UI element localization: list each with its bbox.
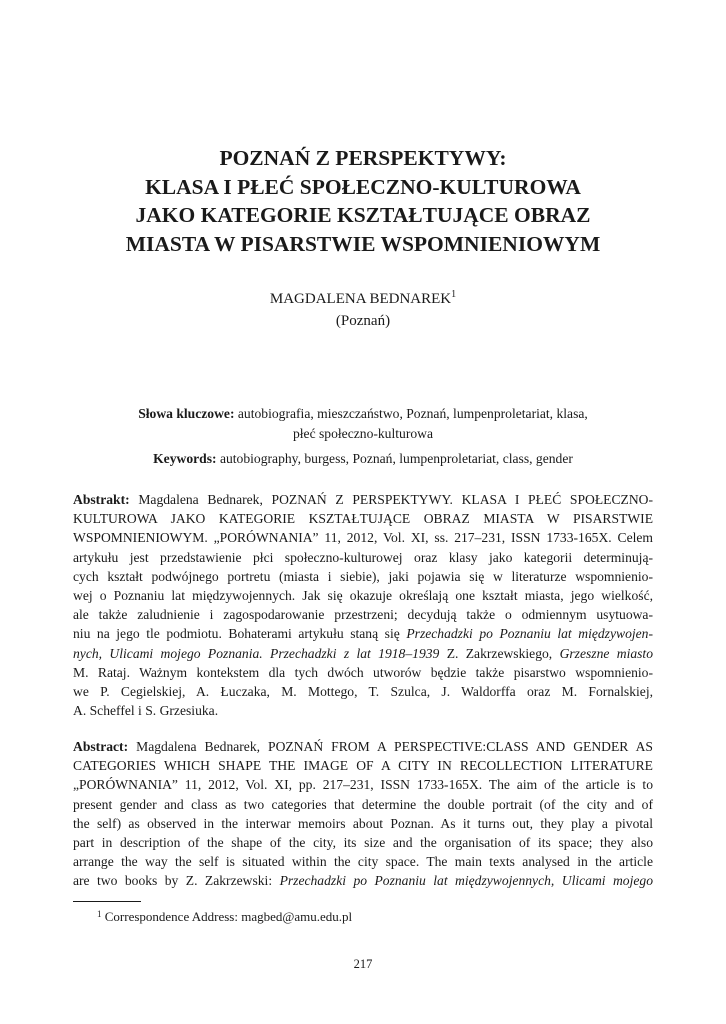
- abstract-text: Magdalena Bednarek, POZNAŃ FROM A PERSPECTIVE:CLASS AND GENDER AS: [136, 739, 653, 754]
- abstract-book-title: Grzeszne miasto: [559, 645, 654, 661]
- abstract-line: WSPOMNIENIOWYM. „PORÓWNANIA” 11, 2012, Vol. XI, ss. 217–231, ISSN 1733-165X. Celem: [73, 530, 653, 546]
- footnote-mark: 1: [97, 909, 102, 919]
- abstract-line: we P. Cegielskiej, A. Łuczaka, M. Mottego, T. Szulca, J. Waldorffa oraz M. Fornalskiej,: [73, 684, 653, 700]
- keywords-en-label: Keywords:: [153, 451, 217, 466]
- keywords-pl-label: Słowa kluczowe:: [138, 406, 235, 421]
- abstract-line: M. Rataj. Ważnym kontekstem dla tych dwóch utworów będzie także pisarstwo wspomnienio-: [73, 664, 653, 680]
- author-footnote-mark[interactable]: 1: [451, 289, 457, 300]
- author-line: [0, 290, 726, 308]
- abstract-book-title: Przechadzki po Poznaniu lat międzywojen-: [406, 626, 653, 642]
- title-line: KLASA I PŁEĆ SPOŁECZNO-KULTUROWA: [145, 174, 581, 199]
- keywords-pl-text: płeć społeczno-kulturowa: [292, 425, 434, 441]
- abstract-line: A. Scheffel i S. Grzesiuka.: [73, 703, 219, 719]
- title-line: JAKO KATEGORIE KSZTAŁTUJĄCE OBRAZ: [135, 203, 591, 227]
- footnote-text: Correspondence Address: magbed@amu.edu.pl: [104, 909, 353, 924]
- keywords-polish: [60, 404, 666, 443]
- abstract-line: present gender and class as two categories that determine the double portrait (of the city and of: [73, 796, 653, 812]
- title-line: MIASTA W PISARSTWIE WSPOMNIENIOWYM: [125, 231, 601, 256]
- abstract-line: CATEGORIES WHICH SHAPE THE IMAGE OF A CITY IN RECOLLECTION LITERATURE: [73, 758, 653, 774]
- abstract-book-title: nych, Ulicami mojego Poznania. Przechadzki z lat 1918–1939: [73, 645, 440, 661]
- abstract-line: part in description of the shape of the city, its size and the organisation of its space; they also: [73, 835, 653, 851]
- abstract-pl-label: Abstrakt:: [73, 492, 130, 507]
- abstract-line: [73, 624, 653, 643]
- abstract-line: „PORÓWNANIA” 11, 2012, Vol. XI, pp. 217–231, ISSN 1733-165X. The aim of the article is to: [73, 777, 653, 793]
- abstract-text: Magdalena Bednarek, POZNAŃ Z PERSPEKTYWY. KLASA I PŁEĆ SPOŁECZNO-: [138, 492, 654, 507]
- abstract-line: KULTUROWA JAKO KATEGORIE KSZTAŁTUJĄCE OBRAZ MIASTA W PISARSTWIE: [73, 511, 653, 527]
- abstract-line: [73, 737, 653, 756]
- page-number: 217: [353, 957, 373, 971]
- abstract-line: ale także zaludnienie i zagospodarowanie przestrzeni; decydują także o odmiennym usytuowa-: [73, 607, 653, 623]
- abstract-line: the self) as observed in the interwar memoirs about Poznan. As it turns out, they play a pivotal: [73, 815, 653, 831]
- title-line: POZNAŃ Z PERSPEKTYWY:: [219, 146, 507, 170]
- author-name: MAGDALENA BEDNAREK: [269, 291, 452, 307]
- abstract-line: wej o Poznaniu lat międzywojennych. Jak się okazuje określają one kształt miasta, jego wielkość,: [73, 588, 653, 604]
- abstract-line: cych kształt podwójnego portretu (miasta i siebie), jaki pojawia się w literaturze wspomnienio-: [73, 568, 653, 584]
- footnote-divider: [73, 901, 141, 902]
- abstract-en-label: Abstract:: [73, 739, 129, 754]
- author-affiliation: (Poznań): [335, 313, 391, 329]
- keywords-pl-text: autobiografia, mieszczaństwo, Poznań, lumpenproletariat, klasa,: [237, 406, 588, 421]
- abstract-polish: [73, 490, 653, 720]
- abstract-line: [73, 644, 653, 663]
- footnote: [97, 909, 352, 925]
- keywords-en-text: autobiography, burgess, Poznań, lumpenproletariat, class, gender: [219, 451, 573, 466]
- abstract-text: niu na jego tle podmiotu. Bohaterami artykułu staną się: [73, 626, 400, 642]
- abstract-line: [73, 871, 653, 890]
- abstract-text: Z. Zakrzewskiego,: [446, 645, 553, 661]
- abstract-text: are two books by Z. Zakrzewski:: [73, 873, 273, 889]
- abstract-book-title: Przechadzki po Poznaniu lat międzywojennych, Ulicami mojego: [279, 873, 653, 889]
- abstract-line: [73, 490, 653, 509]
- keywords-english: [60, 449, 666, 469]
- abstract-english: [73, 737, 653, 891]
- article-title: [40, 144, 686, 258]
- abstract-line: artykułu jest przedstawienie płci społeczno-kulturowej oraz klasy jako kategorii determinują-: [73, 549, 653, 565]
- abstract-line: arrange the way the self is situated within the city space. The main texts analysed in the article: [73, 854, 653, 870]
